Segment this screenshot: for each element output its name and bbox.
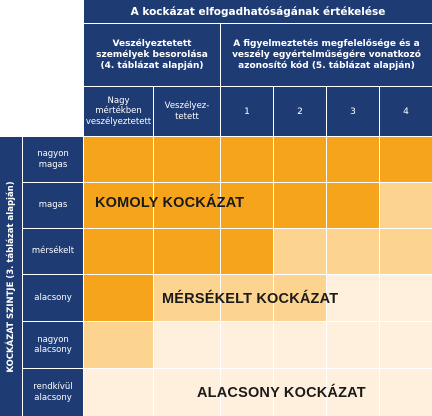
row-label-magas: magas <box>23 183 83 228</box>
row-label-nagyon-alacsony: nagyon alacsony <box>23 322 83 368</box>
matrix-cell-r3-c4 <box>274 229 326 274</box>
zone-label-medium: MÉRSÉKELT KOCKÁZAT <box>162 291 339 307</box>
header-group-right: A figyelmeztetés megfelelősége és a veszély egyértelműségére vonatkozó azonosító kód (5. táblázat alapján) <box>221 24 432 86</box>
subheader-nagy-mertekben: Nagy mértékben veszélyeztetett <box>84 87 153 136</box>
side-title <box>0 137 22 416</box>
matrix-cell-r5-c2 <box>154 322 220 368</box>
matrix-cell-r5-c4 <box>274 322 326 368</box>
row-label-rendkivul-alacsony: rendkívül alacsony <box>23 369 83 416</box>
matrix-cell-r3-c1 <box>84 229 153 274</box>
matrix-cell-r5-c6 <box>380 322 432 368</box>
subheader-code-3: 3 <box>327 87 379 136</box>
subheader-code-2: 2 <box>274 87 326 136</box>
matrix-cell-r1-c5 <box>327 137 379 182</box>
matrix-cell-r5-c3 <box>221 322 273 368</box>
matrix-cell-r2-c4 <box>274 183 326 228</box>
header-group-left: Veszélyeztetett személyek besorolása (4. táblázat alapján) <box>84 24 220 86</box>
subheader-code-1: 1 <box>221 87 273 136</box>
matrix-cell-r2-c5 <box>327 183 379 228</box>
matrix-cell-r1-c3 <box>221 137 273 182</box>
matrix-cell-r4-c6 <box>380 275 432 321</box>
matrix-cell-r2-c6 <box>380 183 432 228</box>
matrix-cell-r1-c2 <box>154 137 220 182</box>
matrix-cell-r1-c4 <box>274 137 326 182</box>
row-label-merseklet: mérsékelt <box>23 229 83 274</box>
subheader-veszelyeztetett: Veszélyez-tetett <box>154 87 220 136</box>
zone-label-high: KOMOLY KOCKÁZAT <box>95 195 245 211</box>
matrix-cell-r1-c1 <box>84 137 153 182</box>
subheader-code-4: 4 <box>380 87 432 136</box>
matrix-cell-r1-c6 <box>380 137 432 182</box>
row-label-nagyon-magas: nagyon magas <box>23 137 83 182</box>
row-label-alacsony: alacsony <box>23 275 83 321</box>
main-title: A kockázat elfogadhatóságának értékelése <box>84 0 432 23</box>
matrix-cell-r5-c1 <box>84 322 153 368</box>
matrix-cell-r3-c2 <box>154 229 220 274</box>
matrix-cell-r5-c5 <box>327 322 379 368</box>
matrix-cell-r6-c6 <box>380 369 432 416</box>
matrix-cell-r3-c6 <box>380 229 432 274</box>
matrix-cell-r4-c1 <box>84 275 153 321</box>
zone-label-low: ALACSONY KOCKÁZAT <box>197 385 366 401</box>
side-title-text: KOCKÁZAT SZINTJE (3. táblázat alapján) <box>6 180 16 373</box>
matrix-cell-r3-c5 <box>327 229 379 274</box>
matrix-cell-r3-c3 <box>221 229 273 274</box>
matrix-cell-r6-c1 <box>84 369 153 416</box>
